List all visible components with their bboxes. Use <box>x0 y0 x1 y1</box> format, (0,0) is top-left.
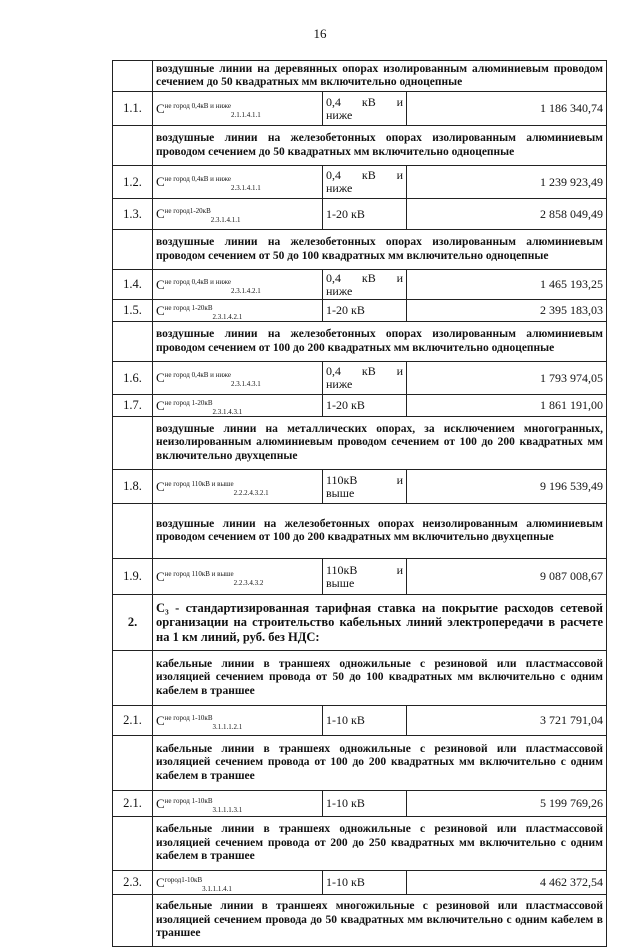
rate-symbol: С <box>156 100 165 116</box>
rate-symbol: С <box>156 174 165 189</box>
rate-symbol: С <box>156 302 165 318</box>
row-number-cell <box>113 61 153 92</box>
row-number-cell <box>113 230 153 270</box>
voltage-cell <box>323 559 407 595</box>
rate-subscript: 3.1.1.1.4.1 <box>202 884 232 893</box>
rate-superscript: не город 110кВ и выше <box>164 569 234 578</box>
rate-subscript: 2.3.1.4.3.1 <box>212 407 243 416</box>
row-description: кабельные линии в траншеях одножильные с резиновой или пластмассовой изоляцией сечением провода от 50 до 100 квадратных мм включительно с одним кабелем в траншее <box>153 651 607 706</box>
table-row <box>113 126 607 166</box>
voltage-cell <box>323 362 407 395</box>
table-row <box>113 395 607 417</box>
row-number: 1.9. <box>113 559 153 595</box>
rate-subscript: 2.3.1.4.2.1 <box>212 312 243 321</box>
voltage-cell <box>323 871 407 895</box>
rate-value: 2 858 049,49 <box>407 199 607 230</box>
table-row <box>113 651 607 706</box>
rate-code <box>153 470 323 504</box>
rate-subscript: 2.3.1.4.1.1 <box>210 216 241 224</box>
rate-value: 1 793 974,05 <box>407 362 607 395</box>
voltage-cell <box>323 791 407 817</box>
voltage-cell <box>323 470 407 504</box>
row-description: воздушные линии на деревянных опорах изолированным алюминиевым проводом сечением до 50 квадратных мм включительно одноцепные <box>153 61 607 92</box>
voltage-cell <box>323 92 407 126</box>
rate-subscript: 2.1.1.4.1.1 <box>231 110 261 119</box>
voltage-line-1: 0,4 кВ и <box>326 94 403 109</box>
table-row <box>113 199 607 230</box>
rate-superscript: не город 1-20кВ <box>164 303 213 312</box>
rate-superscript: не город1-20кВ <box>164 207 211 215</box>
rate-subscript: 3.1.1.1.2.1 <box>212 722 243 731</box>
row-description: воздушные линии на железобетонных опорах изолированным алюминиевым проводом сечением от 100 до 200 квадратных мм включительно одноцепные <box>153 322 607 362</box>
row-number: 2.3. <box>113 871 153 895</box>
rate-superscript: не город 1-20кВ <box>164 398 213 407</box>
table-row <box>113 895 607 947</box>
rate-superscript: не город 1-10кВ <box>164 713 213 722</box>
table-row <box>113 92 607 126</box>
table-row <box>113 871 607 895</box>
rate-value: 1 239 923,49 <box>407 166 607 199</box>
voltage-line-2: ниже <box>326 181 353 195</box>
table-row <box>113 61 607 92</box>
rate-value: 2 395 183,03 <box>407 300 607 322</box>
row-number: 1.4. <box>113 270 153 300</box>
rate-value: 4 462 372,54 <box>407 871 607 895</box>
table-row <box>113 504 607 559</box>
row-number: 1.7. <box>113 395 153 417</box>
row-number: 1.8. <box>113 470 153 504</box>
row-description: кабельные линии в траншеях одножильные с резиновой или пластмассовой изоляцией сечением провода от 200 до 250 квадратных мм включительно с одним кабелем в траншее <box>153 817 607 871</box>
rate-code <box>153 270 323 300</box>
voltage-line-2: ниже <box>326 283 353 298</box>
row-number: 2.1. <box>113 791 153 817</box>
table-row <box>113 791 607 817</box>
table-row <box>113 595 607 651</box>
row-number-cell <box>113 504 153 559</box>
table-row <box>113 230 607 270</box>
row-number: 2.1. <box>113 706 153 736</box>
rate-symbol: С <box>156 874 165 890</box>
rate-code <box>153 791 323 817</box>
voltage-line-1: 1-10 кВ <box>326 796 365 810</box>
voltage-line-1: 1-10 кВ <box>326 713 365 727</box>
row-number-cell <box>113 895 153 947</box>
rate-symbol: С <box>156 370 165 385</box>
table-row <box>113 300 607 322</box>
rate-value: 1 465 193,25 <box>407 270 607 300</box>
rate-value: 1 861 191,00 <box>407 395 607 417</box>
rate-symbol: С <box>156 478 165 494</box>
rate-subscript: 2.2.3.4.3.2 <box>233 578 264 587</box>
table-row <box>113 559 607 595</box>
row-number: 1.1. <box>113 92 153 126</box>
voltage-cell <box>323 706 407 736</box>
rate-code <box>153 559 323 595</box>
table-row <box>113 817 607 871</box>
rate-value: 5 199 769,26 <box>407 791 607 817</box>
rate-symbol: С <box>156 712 165 728</box>
table-row <box>113 736 607 791</box>
table-row <box>113 362 607 395</box>
voltage-line-1: 0,4 кВ и <box>326 270 403 285</box>
row-number-cell <box>113 817 153 871</box>
row-number-cell <box>113 651 153 706</box>
rate-symbol: С <box>156 206 165 221</box>
tariff-table <box>112 60 607 947</box>
table-row <box>113 417 607 470</box>
rate-code <box>153 706 323 736</box>
voltage-line-1: 1-20 кВ <box>326 398 365 412</box>
rate-superscript: город1-10кВ <box>164 875 203 884</box>
row-number-cell <box>113 417 153 470</box>
rate-superscript: не город 0,4кВ и ниже <box>164 371 231 379</box>
rate-subscript: 2.3.1.4.3.1 <box>231 380 261 388</box>
row-description: воздушные линии на металлических опорах, за исключением многогранных, неизолированным алюминиевым проводом сечением от 100 до 200 квадратных мм включительно двухцепные <box>153 417 607 470</box>
voltage-cell <box>323 166 407 199</box>
rate-symbol: С <box>156 795 165 811</box>
row-number-cell <box>113 322 153 362</box>
rate-subscript: 3.1.1.1.3.1 <box>212 805 243 814</box>
voltage-cell <box>323 199 407 230</box>
rate-value: 1 186 340,74 <box>407 92 607 126</box>
rate-code <box>153 395 323 417</box>
table-row <box>113 470 607 504</box>
row-number-cell <box>113 126 153 166</box>
rate-code <box>153 166 323 199</box>
rate-symbol: С <box>156 568 165 584</box>
rate-code <box>153 300 323 322</box>
rate-code <box>153 871 323 895</box>
rate-symbol: С <box>156 397 165 413</box>
rate-symbol: С <box>156 276 165 292</box>
row-number-cell <box>113 736 153 791</box>
voltage-line-1: 0,4 кВ и <box>326 168 403 182</box>
row-number: 1.2. <box>113 166 153 199</box>
table-row <box>113 270 607 300</box>
voltage-line-2: выше <box>326 575 355 590</box>
table-row <box>113 166 607 199</box>
rate-code <box>153 92 323 126</box>
voltage-line-1: 110кВ и <box>326 472 403 487</box>
voltage-line-1: 0,4 кВ и <box>326 364 403 378</box>
row-description: кабельные линии в траншеях одножильные с резиновой или пластмассовой изоляцией сечением провода от 100 до 200 квадратных мм включительно с одним кабелем в траншее <box>153 736 607 791</box>
page-number: 16 <box>313 26 327 41</box>
voltage-line-1: 1-20 кВ <box>326 303 365 317</box>
voltage-line-1: 1-10 кВ <box>326 875 365 889</box>
rate-subscript: 2.3.1.4.2.1 <box>231 286 261 295</box>
row-description: кабельные линии в траншеях многожильные с резиновой или пластмассовой изоляцией сечением провода до 50 квадратных мм включительно с одним кабелем в траншее <box>153 895 607 947</box>
rate-code <box>153 362 323 395</box>
rate-value: 9 196 539,49 <box>407 470 607 504</box>
rate-superscript: не город 0,4кВ и ниже <box>164 101 231 110</box>
rate-value: 9 087 008,67 <box>407 559 607 595</box>
rate-superscript: не город 0,4кВ и ниже <box>164 277 231 286</box>
row-description: воздушные линии на железобетонных опорах изолированным алюминиевым проводом сечением от 50 до 100 квадратных мм включительно одноцепные <box>153 230 607 270</box>
row-number: 1.6. <box>113 362 153 395</box>
rate-code <box>153 199 323 230</box>
table-row <box>113 706 607 736</box>
row-number: 1.5. <box>113 300 153 322</box>
section-number: 2. <box>113 595 153 651</box>
rate-superscript: не город 0,4кВ и ниже <box>164 175 231 183</box>
voltage-cell <box>323 395 407 417</box>
rate-subscript: 2.3.1.4.1.1 <box>231 184 261 192</box>
voltage-line-2: выше <box>326 485 355 500</box>
voltage-line-2: ниже <box>326 377 353 391</box>
section-description: С₃ - стандартизированная тарифная ставка на покрытие расходов сетевой организации на строительство кабельных линий электропередачи в расчете на 1 км линий, руб. без НДС: <box>153 595 607 651</box>
rate-subscript: 2.2.2.4.3.2.1 <box>233 488 269 497</box>
row-description: воздушные линии на железобетонных опорах изолированным алюминиевым проводом сечением до 50 квадратных мм включительно одноцепные <box>153 126 607 166</box>
row-description: воздушные линии на железобетонных опорах неизолированным алюминиевым проводом сечением от 100 до 200 квадратных мм включительно двухцепные <box>153 504 607 559</box>
row-number: 1.3. <box>113 199 153 230</box>
voltage-cell <box>323 300 407 322</box>
rate-superscript: не город 1-10кВ <box>164 796 213 805</box>
voltage-line-1: 1-20 кВ <box>326 206 365 221</box>
voltage-line-1: 110кВ и <box>326 562 403 577</box>
rate-superscript: не город 110кВ и выше <box>164 479 234 488</box>
voltage-line-2: ниже <box>326 107 353 122</box>
rate-value: 3 721 791,04 <box>407 706 607 736</box>
table-row <box>113 322 607 362</box>
voltage-cell <box>323 270 407 300</box>
